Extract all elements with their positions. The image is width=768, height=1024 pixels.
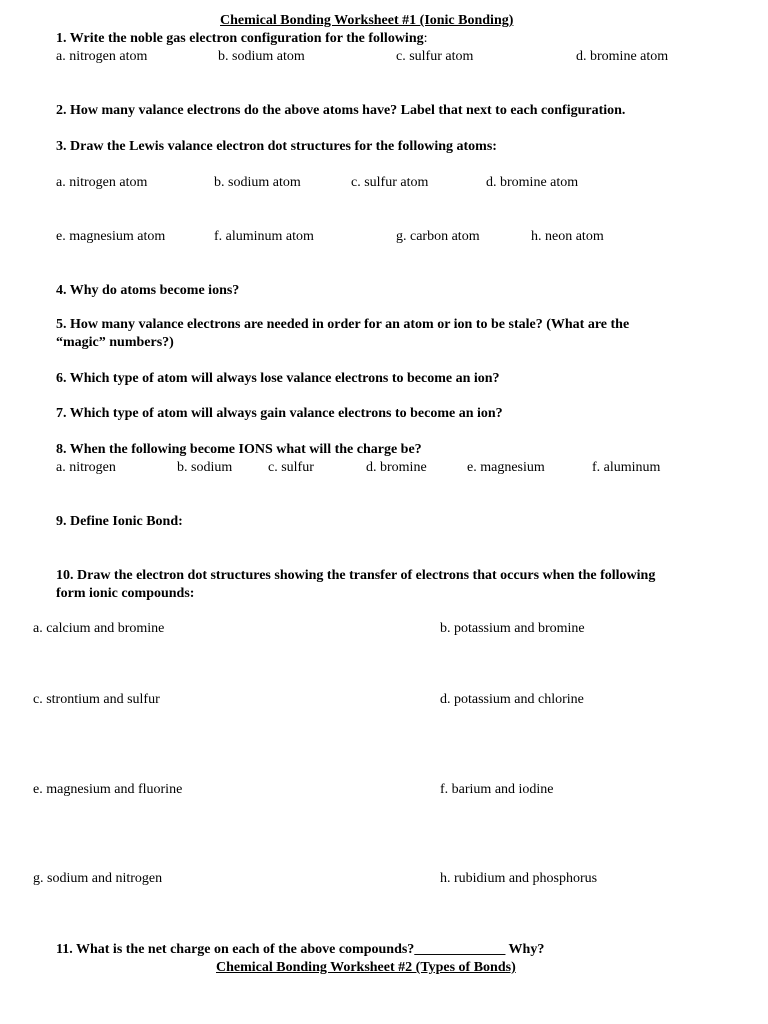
question-1 xyxy=(56,30,428,47)
q10-item-g: g. sodium and nitrogen xyxy=(33,871,163,886)
q3-item-d: d. bromine atom xyxy=(486,175,579,190)
q8-item-a: a. nitrogen xyxy=(56,460,116,475)
q3-item-f: f. aluminum atom xyxy=(214,229,314,244)
q3-item-a: a. nitrogen atom xyxy=(56,175,148,190)
question-2: 2. How many valance electrons do the above atoms have? Label that next to each configuration. xyxy=(56,103,626,118)
question-9: 9. Define Ionic Bond: xyxy=(56,514,183,529)
question-11 xyxy=(56,941,544,958)
q8-item-f: f. aluminum xyxy=(592,460,661,475)
q3-item-e: e. magnesium atom xyxy=(56,229,166,244)
q10-item-c: c. strontium and sulfur xyxy=(33,692,160,707)
question-3: 3. Draw the Lewis valance electron dot structures for the following atoms: xyxy=(56,139,497,154)
q1-item-d: d. bromine atom xyxy=(576,49,669,64)
question-10-line-2: form ionic compounds: xyxy=(56,586,195,601)
q10-item-e: e. magnesium and fluorine xyxy=(33,782,183,797)
q3-item-h: h. neon atom xyxy=(531,229,604,244)
q10-item-d: d. potassium and chlorine xyxy=(440,692,584,707)
question-6: 6. Which type of atom will always lose valance electrons to become an ion? xyxy=(56,371,500,386)
q10-item-a: a. calcium and bromine xyxy=(33,621,165,636)
question-10-line-1: 10. Draw the electron dot structures showing the transfer of electrons that occurs when the following xyxy=(56,568,656,583)
q3-item-g: g. carbon atom xyxy=(396,229,480,244)
q3-item-b: b. sodium atom xyxy=(214,175,301,190)
answer-blank[interactable]: _____________ xyxy=(414,942,506,957)
worksheet-2-title: Chemical Bonding Worksheet #2 (Types of Bonds) xyxy=(216,960,516,975)
q8-item-b: b. sodium xyxy=(177,460,233,475)
q8-item-e: e. magnesium xyxy=(467,460,545,475)
question-7: 7. Which type of atom will always gain valance electrons to become an ion? xyxy=(56,406,503,421)
q1-item-c: c. sulfur atom xyxy=(396,49,474,64)
question-5-line-1: 5. How many valance electrons are needed in order for an atom or ion to be stale? (What are the xyxy=(56,317,630,332)
question-1-colon: : xyxy=(423,31,428,46)
q1-item-a: a. nitrogen atom xyxy=(56,49,148,64)
question-11-text: 11. What is the net charge on each of the above compounds? xyxy=(56,942,415,957)
q10-item-b: b. potassium and bromine xyxy=(440,621,585,636)
question-11-why: Why? xyxy=(505,942,545,957)
q1-item-b: b. sodium atom xyxy=(218,49,305,64)
question-5-line-2: “magic” numbers?) xyxy=(56,335,174,350)
q10-item-h: h. rubidium and phosphorus xyxy=(440,871,598,886)
question-1-text: 1. Write the noble gas electron configuration for the following xyxy=(56,31,424,46)
question-8: 8. When the following become IONS what will the charge be? xyxy=(56,442,422,457)
worksheet-1-title: Chemical Bonding Worksheet #1 (Ionic Bonding) xyxy=(220,13,514,28)
q8-item-d: d. bromine xyxy=(366,460,427,475)
q8-item-c: c. sulfur xyxy=(268,460,314,475)
q3-item-c: c. sulfur atom xyxy=(351,175,429,190)
question-4: 4. Why do atoms become ions? xyxy=(56,283,240,298)
q10-item-f: f. barium and iodine xyxy=(440,782,554,797)
